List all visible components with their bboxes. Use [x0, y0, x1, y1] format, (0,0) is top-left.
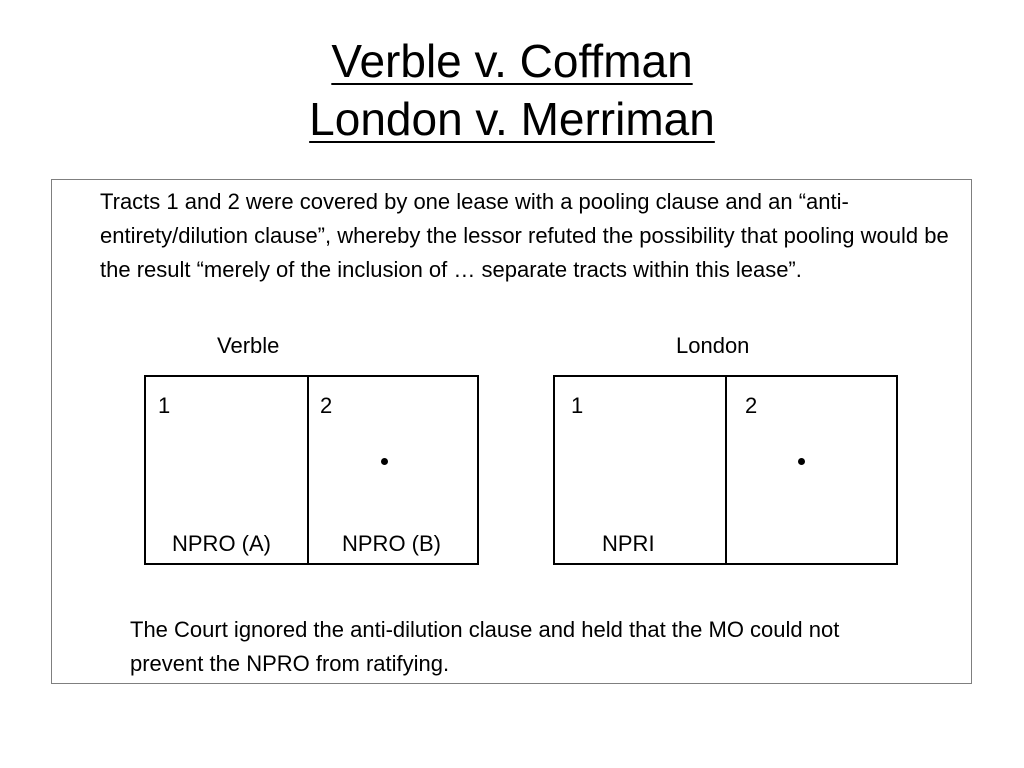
intro-paragraph: Tracts 1 and 2 were covered by one lease with a pooling clause and an “anti-entirety/dilution clause”, whereby the lessor refuted the possibility that pooling would be the result “merely of the inclusion of … separate tracts within this lease”. — [100, 189, 949, 282]
title-line-1: Verble v. Coffman — [331, 35, 693, 87]
london-tract-divider — [725, 377, 727, 563]
london-tract-1-number: 1 — [571, 393, 584, 418]
verble-tract-divider — [307, 377, 309, 563]
verble-well-dot — [381, 458, 388, 465]
verble-tract-2-number: 2 — [320, 393, 333, 418]
title-line-2: London v. Merriman — [309, 93, 715, 145]
verble-tract-1-owner: NPRO (A) — [172, 531, 271, 556]
london-caption: London — [676, 333, 750, 358]
verble-caption: Verble — [217, 333, 280, 358]
slide-title — [0, 32, 1024, 148]
london-diagram — [553, 375, 898, 565]
verble-tract-1-number: 1 — [158, 393, 171, 418]
london-tract-2-number: 2 — [745, 393, 758, 418]
london-tract-1-owner: NPRI — [602, 531, 655, 556]
conclusion-paragraph: The Court ignored the anti-dilution clause and held that the MO could not prevent the NPRO from ratifying. — [130, 617, 840, 676]
london-well-dot — [798, 458, 805, 465]
verble-diagram — [144, 375, 479, 565]
verble-tract-2-owner: NPRO (B) — [342, 531, 441, 556]
